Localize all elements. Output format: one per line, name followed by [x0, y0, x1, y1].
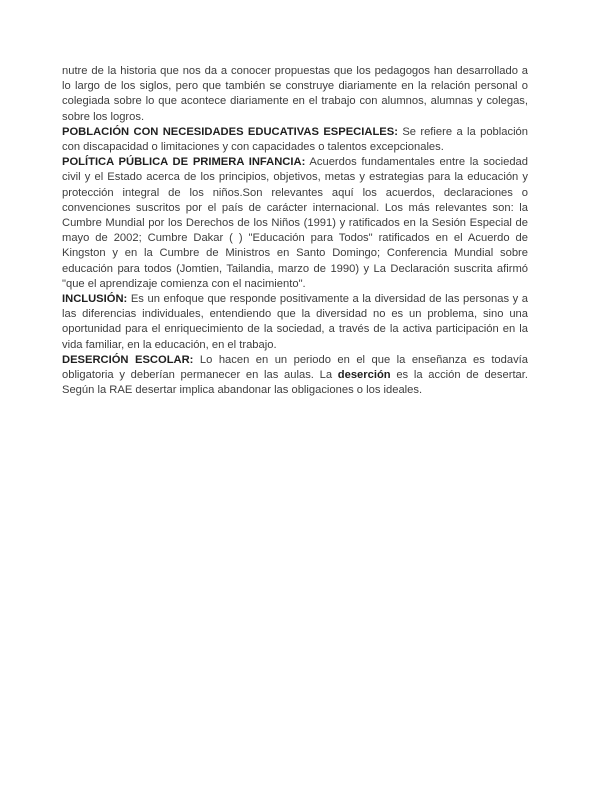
term-heading: POLÍTICA PÚBLICA DE PRIMERA INFANCIA:	[62, 156, 306, 169]
term-heading: POBLACIÓN CON NECESIDADES EDUCATIVAS ESPECIALES:	[62, 125, 398, 138]
paragraph-continuation	[62, 64, 528, 125]
paragraph-desercion-escolar	[62, 353, 528, 399]
term-definition-after: es la acción de desertar. Según la RAE desertar implica abandonar las obligaciones o los ideales.	[62, 369, 528, 397]
paragraph-politica-publica	[62, 155, 528, 292]
document-content	[62, 64, 528, 398]
paragraph-poblacion-necesidades	[62, 125, 528, 155]
term-heading: DESERCIÓN ESCOLAR:	[62, 353, 194, 366]
term-definition-before: Lo hacen en un periodo en el que la enseñanza es todavía obligatoria y deberían permanecer en las aulas. La	[62, 353, 529, 382]
inline-bold-word: deserción	[337, 369, 391, 382]
paragraph-text: nutre de la historia que nos da a conocer propuestas que los pedagogos han desarrollado a lo largo de los siglos, pero que también se construye diariamente en la relación personal o colegiada sobre lo que acontece diariamente en el trabajo con alumnos, alumnas y colegas, sobre los logros.	[62, 65, 528, 123]
term-definition: Es un enfoque que responde positivamente a la diversidad de las personas y a las diferencias individuales, entendiendo que la diversidad no es un problema, sino una oportunidad para el enriquecimiento de la sociedad, a través de la activa participación en la vida familiar, en la educación, en el trabajo.	[62, 293, 529, 351]
term-heading: INCLUSIÓN:	[62, 293, 128, 306]
paragraph-inclusion	[62, 292, 528, 353]
term-definition: Acuerdos fundamentales entre la sociedad civil y el Estado acerca de los principios, objetivos, metas y estrategias para la educación y protección integral de los niños.Son relevantes aquí los acuerdos, declaraciones o convenciones suscritos por el país de carácter internacional. Los más relevantes son: la Cumbre Mundial por los Derechos de los Niños (1991) y ratificados en la Sesión Especial de mayo de 2002; Cumbre Dakar ( ) "Educación para Todos" ratificados en el Acuerdo de Kingston y en la Cumbre de Ministros en Santo Domingo; Conferencia Mundial sobre educación para todos (Jomtien, Tailandia, marzo de 1990) y La Declaración suscrita afirmó "que el aprendizaje comienza con el nacimiento".	[62, 156, 528, 290]
term-definition: Se refiere a la población con discapacidad o limitaciones y con capacidades o talentos excepcionales.	[62, 125, 529, 154]
